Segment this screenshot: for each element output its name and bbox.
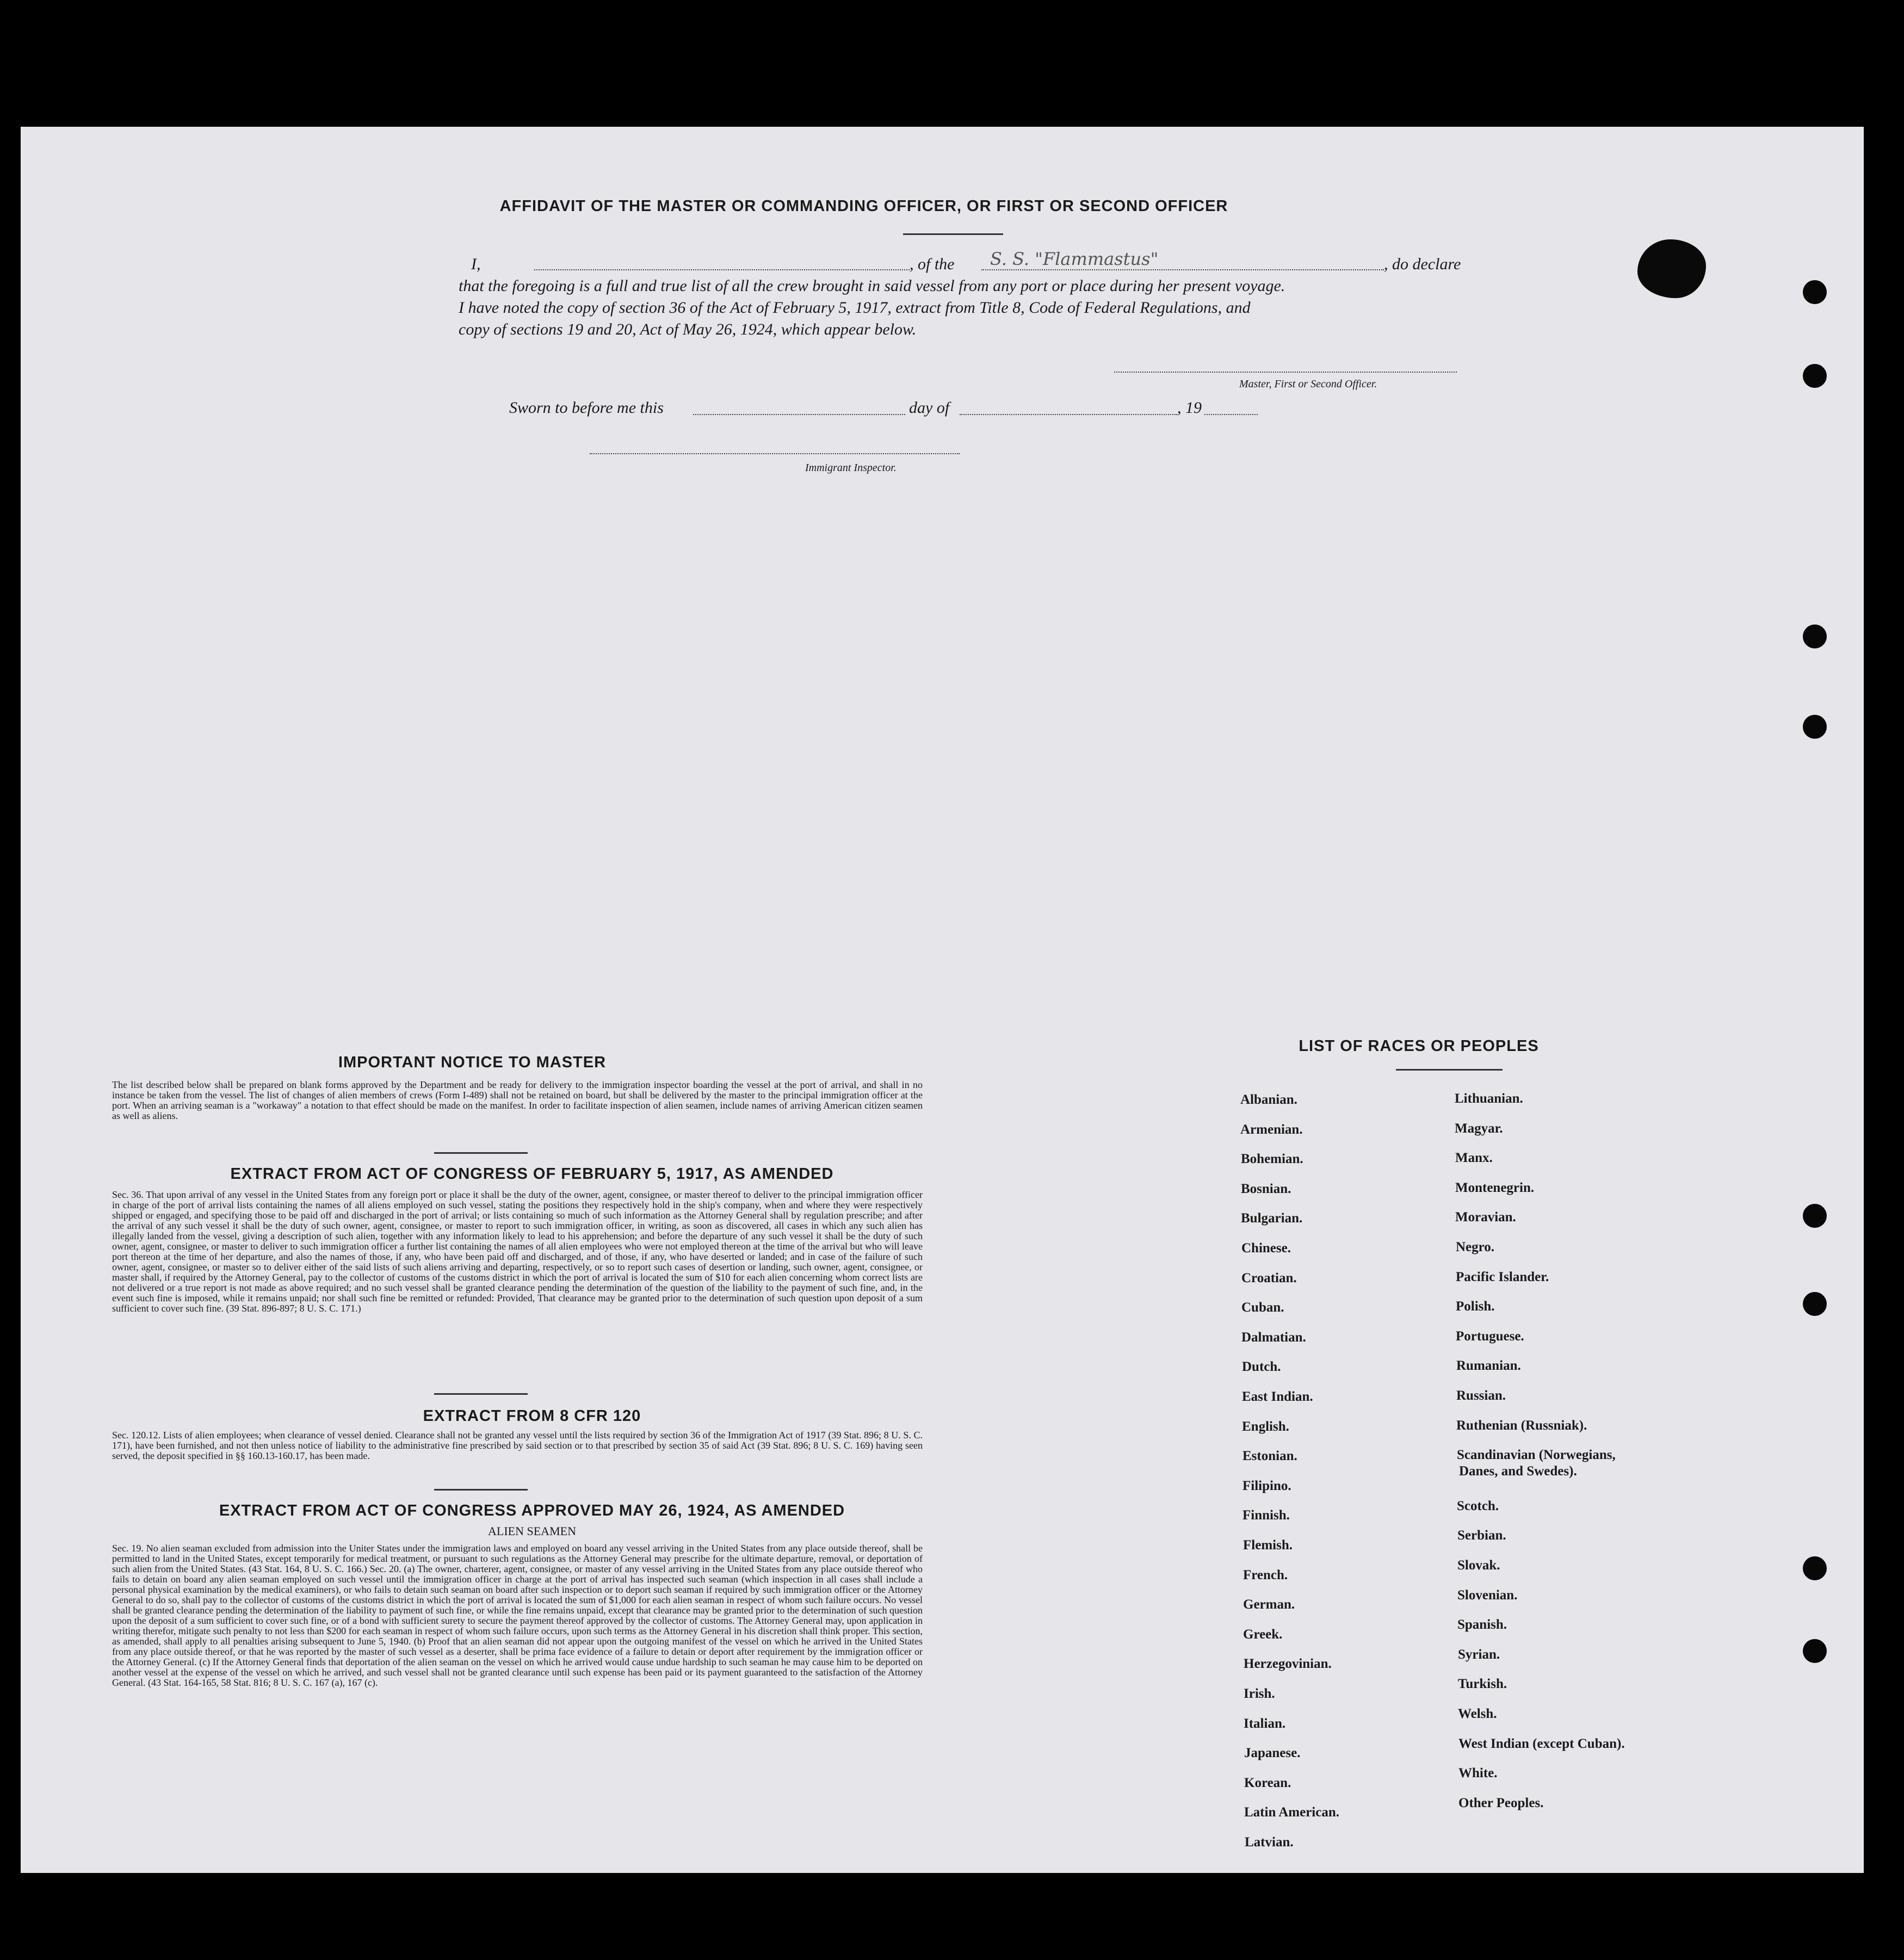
punch-hole-icon — [1803, 1292, 1827, 1316]
races-title: LIST OF RACES OR PEOPLES — [1299, 1037, 1539, 1055]
race-item: Croatian. — [1241, 1271, 1297, 1285]
extract-1924-text: Sec. 19. No alien seaman excluded from admission into the Uniter States under the immigration laws and employed on board any vessel arriving in the United States from any place outside thereof, shall be permitted to land in the United States, except temporarily for medical treatment, or pursuant to such regulations as the Attorney General may prescribe for the ultimate departure, removal, or deportation of such alien from the United States. (43 Stat. 164, 8 U. S. C. 166.) Sec. 20. (a) The owner, charterer, agent, consignee, or master of any vessel arriving in the United States from any place outside thereof who fails to detain on board any alien seaman employed on such vessel until the immigration officer in charge at the port of arrival has inspected such seaman (which inspection in all cases shall include a personal physical examination by the medical examiners), or who fails to detain such seaman on board after such inspection or to deport such seaman if required by such immigration officer or the Attorney General to do so, shall pay to the collector of customs of the customs district in which the port of arrival is located the sum of $1,000 for each alien seaman in respect of whom such failure occurs. No vessel shall be granted clearance pending the determination of the liability to payment of such fine, or while the fine remains unpaid, except that clearance may be granted prior to the determination of such question upon the deposit of a sum sufficient to cover such fine, or of a bond with sufficient surety to secure the payment thereof approved by the collector of customs. The Attorney General may, upon application in writing therefor, mitigate such penalty to not less than $200 for each seaman in respect of whom such failure occurs, upon such terms as the Attorney General in his discretion shall think proper. This section, as amended, shall apply to all penalties arising subsequent to June 5, 1940. (b) Proof that an alien seaman did not appear upon the outgoing manifest of the vessel on which he arrived in the United States from any place outside thereof, or that he was reported by the master of such vessel as a deserter, shall be prima face evidence of a failure to detain or deport after requirement by the immigration officer or the Attorney General. (c) If the Attorney General finds that deportation of the alien seaman on the vessel on which he arrived would cause undue hardship to such seaman he may cause him to be deported on another vessel at the expense of the vessel on which he arrived, and such vessel shall not be granted clearance until such expense has been paid or its payment guaranteed to the satisfaction of the Attorney General. (43 Stat. 164-165, 58 Stat. 816; 8 U. S. C. 167 (a), 167 (c). — [112, 1543, 923, 1688]
race-item: Scotch. — [1457, 1499, 1499, 1513]
affidavit-title: AFFIDAVIT OF THE MASTER OR COMMANDING OFFICER, OR FIRST OR SECOND OFFICER — [499, 197, 1228, 215]
race-item: Cuban. — [1241, 1300, 1284, 1315]
race-item: Herzegovinian. — [1244, 1656, 1332, 1671]
inspector-signature-line[interactable] — [590, 453, 960, 454]
notice-title: IMPORTANT NOTICE TO MASTER — [338, 1054, 607, 1071]
race-item: Pacific Islander. — [1456, 1270, 1549, 1284]
race-item: Portuguese. — [1456, 1329, 1524, 1344]
race-item: Estonian. — [1242, 1449, 1297, 1463]
extract-1917-title: EXTRACT FROM ACT OF CONGRESS OF FEBRUARY 5, 1917, AS AMENDED — [230, 1165, 834, 1183]
race-item: Dutch. — [1242, 1359, 1281, 1374]
race-item: Armenian. — [1240, 1122, 1303, 1137]
race-item: English. — [1242, 1419, 1289, 1434]
year-label: , 19 — [1177, 399, 1202, 417]
race-item: Welsh. — [1458, 1707, 1497, 1721]
punch-hole-icon — [1803, 364, 1827, 388]
notice-text: The list described below shall be prepared on blank forms approved by the Department and be ready for delivery to the immigration inspector boarding the vessel at the port of arrival, and shall in no instance be taken from the vessel. The list of changes of alien members of crews (Form I-489) shall not be retained on board, but shall be delivered by the master to the principal immigration officer at the port. When an arriving seaman is a "workaway" a notation to that effect should be made on the manifest. In order to facilitate inspection of alien seamen, include names of arriving American citizen seamen as well as aliens. — [112, 1079, 923, 1121]
race-item: Manx. — [1455, 1151, 1493, 1165]
race-item: Bosnian. — [1241, 1182, 1291, 1196]
extract-1924-title: EXTRACT FROM ACT OF CONGRESS APPROVED MAY 26, 1924, AS AMENDED — [219, 1502, 845, 1519]
race-item: French. — [1243, 1568, 1288, 1582]
race-item: Spanish. — [1457, 1617, 1507, 1632]
race-item: Japanese. — [1244, 1746, 1301, 1760]
race-item: Syrian. — [1458, 1647, 1500, 1662]
extract-cfr-text: Sec. 120.12. Lists of alien employees; when clearance of vessel denied. Clearance shall not be granted any vessel until the lists required by section 36 of the Immigration Act of 1917 (39 Stat. 896; 8 U. S. C. 171), have been furnished, and not then unless notice of liability to the administrative fine prescribed by said section or to that prescribed by section 35 of said Act (39 Stat. 896; 8 U. S. C. 169) having seen served, the deposit specified in §§ 160.13-160.17, has been made. — [112, 1430, 923, 1461]
race-item: Flemish. — [1243, 1538, 1293, 1553]
race-item: Chinese. — [1241, 1241, 1291, 1256]
race-item: Rumanian. — [1456, 1358, 1521, 1373]
race-item: Other Peoples. — [1458, 1796, 1544, 1810]
affidavit-line-2: that the foregoing is a full and true list of all the crew brought in said vessel from any port or place during her present voyage. — [459, 277, 1285, 295]
sworn-day-blank[interactable] — [693, 414, 905, 415]
affidavit-i-label: I, — [471, 255, 481, 273]
race-item: Russian. — [1456, 1388, 1506, 1403]
sworn-year-blank[interactable] — [1204, 414, 1258, 415]
race-item: Montenegrin. — [1455, 1180, 1535, 1195]
race-item: Scandinavian (Norwegians, — [1457, 1448, 1616, 1462]
race-item: Filipino. — [1242, 1479, 1291, 1493]
punch-hole-icon — [1803, 1556, 1827, 1580]
race-item: German. — [1243, 1597, 1295, 1612]
sworn-label: Sworn to before me this — [509, 399, 664, 417]
master-signature-line[interactable] — [1114, 372, 1457, 373]
race-item: Polish. — [1456, 1299, 1495, 1314]
document-page — [21, 127, 1864, 1873]
race-item: Irish. — [1244, 1686, 1275, 1701]
race-item: Negro. — [1456, 1240, 1495, 1254]
race-item: Lithuanian. — [1455, 1091, 1523, 1106]
affidavit-line-4: copy of sections 19 and 20, Act of May 26, 1924, which appear below. — [459, 320, 917, 338]
vessel-handwritten: S. S. "Flammastus" — [990, 249, 1159, 269]
inspector-caption: Immigrant Inspector. — [805, 462, 897, 474]
race-item: Greek. — [1243, 1627, 1283, 1642]
punch-hole-icon — [1803, 1639, 1827, 1663]
race-item: West Indian (except Cuban). — [1458, 1736, 1625, 1751]
day-of-label: day of — [909, 399, 950, 417]
do-declare-label: , do declare — [1384, 255, 1461, 273]
affidavit-line-3: I have noted the copy of section 36 of the Act of February 5, 1917, extract from Title 8, Code of Federal Regulations, and — [459, 299, 1251, 317]
master-name-blank[interactable] — [534, 269, 910, 270]
race-item: Serbian. — [1457, 1528, 1506, 1543]
race-item: Bohemian. — [1241, 1152, 1303, 1166]
race-item: Latin American. — [1244, 1805, 1339, 1820]
race-item: Korean. — [1244, 1776, 1291, 1790]
extract-cfr-title: EXTRACT FROM 8 CFR 120 — [423, 1407, 641, 1425]
race-item: White. — [1458, 1766, 1498, 1780]
extract-1924-subtitle: ALIEN SEAMEN — [488, 1524, 576, 1538]
of-the-label: , of the — [910, 255, 955, 273]
race-item: East Indian. — [1242, 1389, 1313, 1404]
race-item: Finnish. — [1242, 1508, 1290, 1523]
race-item: Turkish. — [1458, 1677, 1507, 1691]
sworn-month-blank[interactable] — [960, 414, 1177, 415]
ink-blot — [1637, 239, 1706, 298]
title-divider — [903, 233, 1003, 235]
divider-2 — [434, 1393, 528, 1395]
divider-1 — [434, 1152, 528, 1154]
race-item: Italian. — [1244, 1716, 1286, 1731]
race-item: Slovenian. — [1457, 1588, 1518, 1603]
race-item: Albanian. — [1240, 1092, 1297, 1107]
race-item: Latvian. — [1245, 1835, 1294, 1850]
race-item: Danes, and Swedes). — [1459, 1464, 1577, 1479]
race-item: Slovak. — [1457, 1558, 1500, 1573]
race-item: Bulgarian. — [1241, 1211, 1303, 1226]
race-item: Magyar. — [1455, 1121, 1503, 1136]
races-divider — [1396, 1069, 1503, 1071]
punch-hole-icon — [1803, 1204, 1827, 1228]
extract-1917-text: Sec. 36. That upon arrival of any vessel in the United States from any foreign port or place it shall be the duty of the owner, agent, consignee, or master thereof to deliver to the principal immigration officer in charge of the port of arrival lists containing the names of all aliens employed on such vessel, stating the positions they respectively hold in the ship's company, when and where they were respectively shipped or engaged, and specifying those to be paid off and discharged in the port of arrival; or lists containing so much of such information as the Attorney General shall by regulation prescribe; and after the arrival of any such vessel it shall be the duty of such owner, agent, consignee, or master to report to such immigration officer, in writing, as soon as discovered, all cases in which any such alien has illegally landed from the vessel, giving a description of such alien, together with any information likely to lead to his apprehension; and before the departure of any such vessel it shall be the duty of such owner, agent, consignee, or master to deliver to such immigration officer a further list containing the names of all alien employees who were not employed thereon at the time of the arrival but who will leave port thereon at the time of her departure, and also the names of those, if any, who have been paid off and discharged, and of those, if any, who have deserted or landed; and in case of the failure of such owner, agent, consignee, or master so to deliver either of the said lists of such aliens arriving and departing, respectively, or so to report such cases of desertion or landing, such owner, agent, consignee, or master shall, if required by the Attorney General, pay to the collector of customs of the customs district in which the port of arrival is located the sum of $10 for each alien concerning whom correct lists are not delivered or a true report is not made as above required; and no such vessel shall be granted clearance pending the determination of the question of the liability to the payment of such fine, and, in the event such fine is imposed, while it remains unpaid; nor shall such fine be remitted or refunded: Provided, That clearance may be granted prior to the determination of such question upon deposit of a sum sufficient to cover such fine. (39 Stat. 896-897; 8 U. S. C. 171.) — [112, 1189, 923, 1314]
race-item: Moravian. — [1455, 1210, 1516, 1225]
divider-3 — [434, 1489, 528, 1491]
race-item: Dalmatian. — [1241, 1330, 1306, 1345]
punch-hole-icon — [1803, 625, 1827, 648]
race-item: Ruthenian (Russniak). — [1456, 1418, 1587, 1433]
punch-hole-icon — [1803, 715, 1827, 739]
vessel-blank[interactable] — [981, 269, 1384, 270]
master-caption: Master, First or Second Officer. — [1239, 378, 1377, 390]
punch-hole-icon — [1803, 280, 1827, 304]
